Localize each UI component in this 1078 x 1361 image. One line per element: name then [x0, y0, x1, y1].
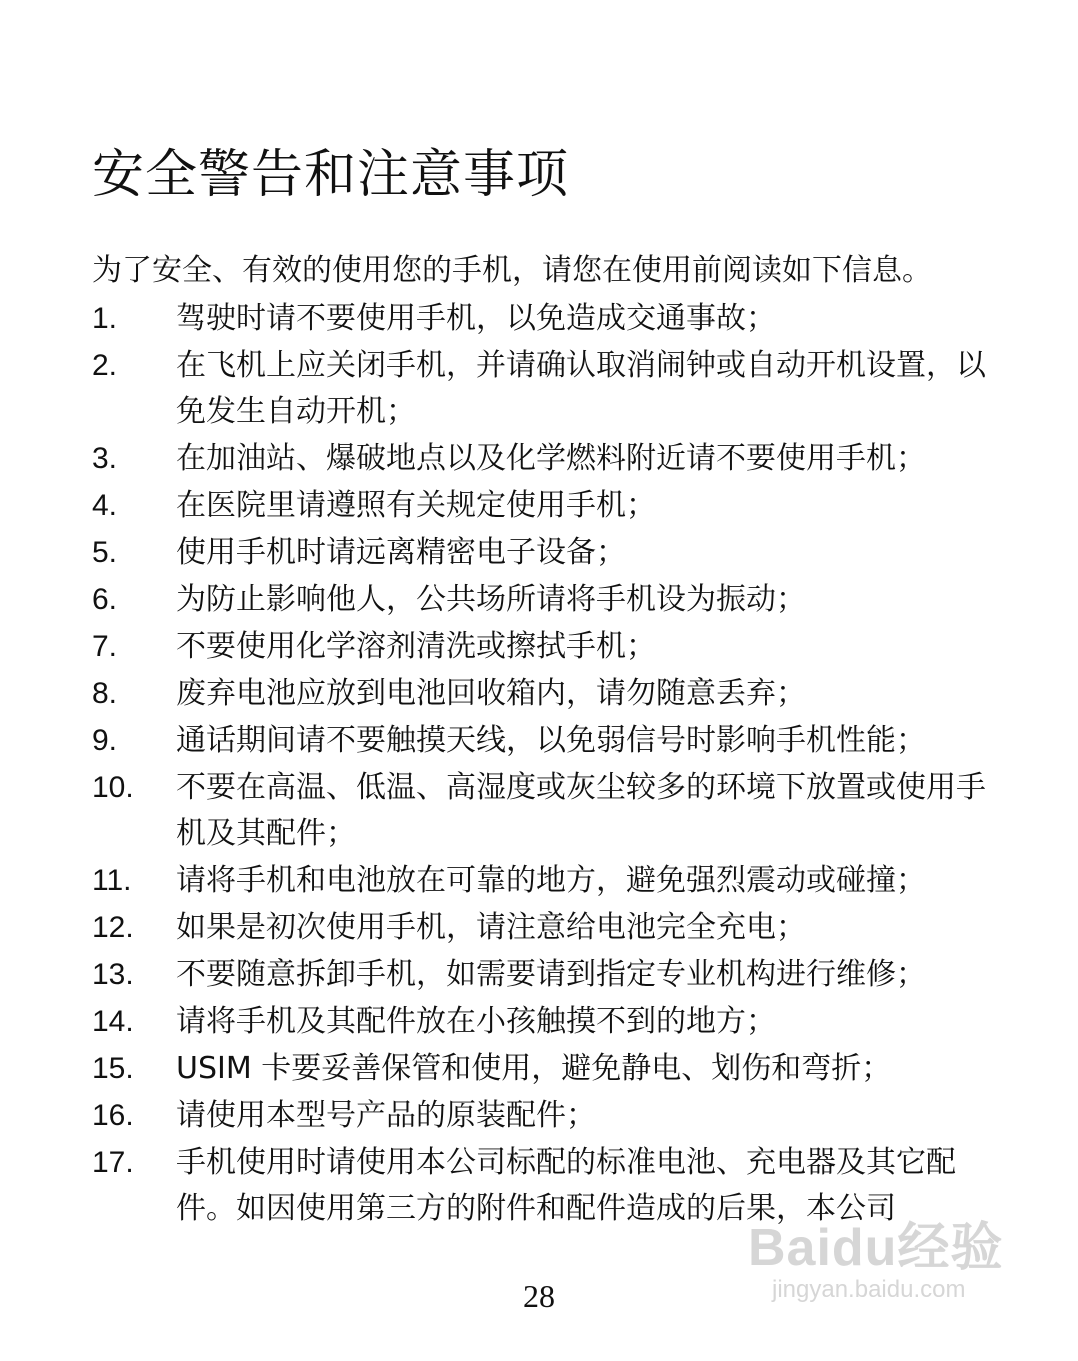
list-item — [92, 718, 1022, 764]
list-item — [92, 436, 1022, 482]
safety-list — [92, 296, 1022, 1233]
item-number: 10. — [92, 771, 134, 804]
item-number: 11. — [92, 864, 132, 897]
list-item — [92, 905, 1022, 951]
list-item — [92, 1093, 1022, 1139]
item-number: 1. — [92, 302, 118, 335]
item-number: 7. — [92, 630, 118, 663]
list-item — [92, 858, 1022, 904]
list-item — [92, 343, 1022, 435]
item-text: 使用手机时请远离精密电子设备； — [176, 535, 626, 570]
item-text: 不要随意拆卸手机，如需要请到指定专业机构进行维修； — [176, 957, 926, 992]
list-item — [92, 624, 1022, 670]
item-text: 不要使用化学溶剂清洗或擦拭手机； — [176, 629, 656, 664]
list-item — [92, 952, 1022, 998]
item-text: 请将手机及其配件放在小孩触摸不到的地方； — [176, 1004, 776, 1039]
item-text: 在飞机上应关闭手机，并请确认取消闹钟或自动开机设置，以免发生自动开机； — [176, 348, 986, 429]
intro-text: 为了安全、有效的使用您的手机，请您在使用前阅读如下信息。 — [92, 253, 932, 288]
list-item — [92, 1046, 1022, 1092]
item-number: 8. — [92, 677, 118, 710]
item-number: 17. — [92, 1146, 134, 1179]
item-text: USIM 卡要妥善保管和使用，避免静电、划伤和弯折； — [176, 1051, 892, 1086]
item-number: 15. — [92, 1052, 134, 1085]
item-text: 驾驶时请不要使用手机，以免造成交通事故； — [176, 301, 776, 336]
item-text: 如果是初次使用手机，请注意给电池完全充电； — [176, 910, 806, 945]
item-text: 不要在高温、低温、高湿度或灰尘较多的环境下放置或使用手机及其配件； — [176, 770, 986, 851]
item-text: 在医院里请遵照有关规定使用手机； — [176, 488, 656, 523]
item-number: 13. — [92, 958, 134, 991]
item-text: 手机使用时请使用本公司标配的标准电池、充电器及其它配件。如因使用第三方的附件和配件造成的后果，本公司 — [176, 1145, 956, 1226]
item-text: 在加油站、爆破地点以及化学燃料附近请不要使用手机； — [176, 441, 926, 476]
list-item — [92, 296, 1022, 342]
list-item — [92, 671, 1022, 717]
item-number: 12. — [92, 911, 134, 944]
list-item — [92, 483, 1022, 529]
item-number: 3. — [92, 442, 118, 475]
page-number: 28 — [523, 1278, 555, 1314]
item-number: 2. — [92, 349, 118, 382]
item-number: 4. — [92, 489, 118, 522]
item-number: 5. — [92, 536, 118, 569]
watermark-url: jingyan.baidu.com — [772, 1276, 966, 1303]
item-text: 请使用本型号产品的原装配件； — [176, 1098, 596, 1133]
list-item — [92, 530, 1022, 576]
item-text: 为防止影响他人，公共场所请将手机设为振动； — [176, 582, 806, 617]
item-text: 通话期间请不要触摸天线，以免弱信号时影响手机性能； — [176, 723, 926, 758]
item-text: 请将手机和电池放在可靠的地方，避免强烈震动或碰撞； — [176, 863, 926, 898]
list-item — [92, 999, 1022, 1045]
watermark-logo: Baidu经验 — [748, 1219, 1004, 1277]
item-number: 6. — [92, 583, 118, 616]
page-title: 安全警告和注意事项 — [92, 145, 570, 205]
item-number: 14. — [92, 1005, 134, 1038]
list-item — [92, 765, 1022, 857]
item-number: 16. — [92, 1099, 134, 1132]
list-item — [92, 577, 1022, 623]
list-item — [92, 1140, 1022, 1232]
item-number: 9. — [92, 724, 118, 757]
item-text: 废弃电池应放到电池回收箱内，请勿随意丢弃； — [176, 676, 806, 711]
